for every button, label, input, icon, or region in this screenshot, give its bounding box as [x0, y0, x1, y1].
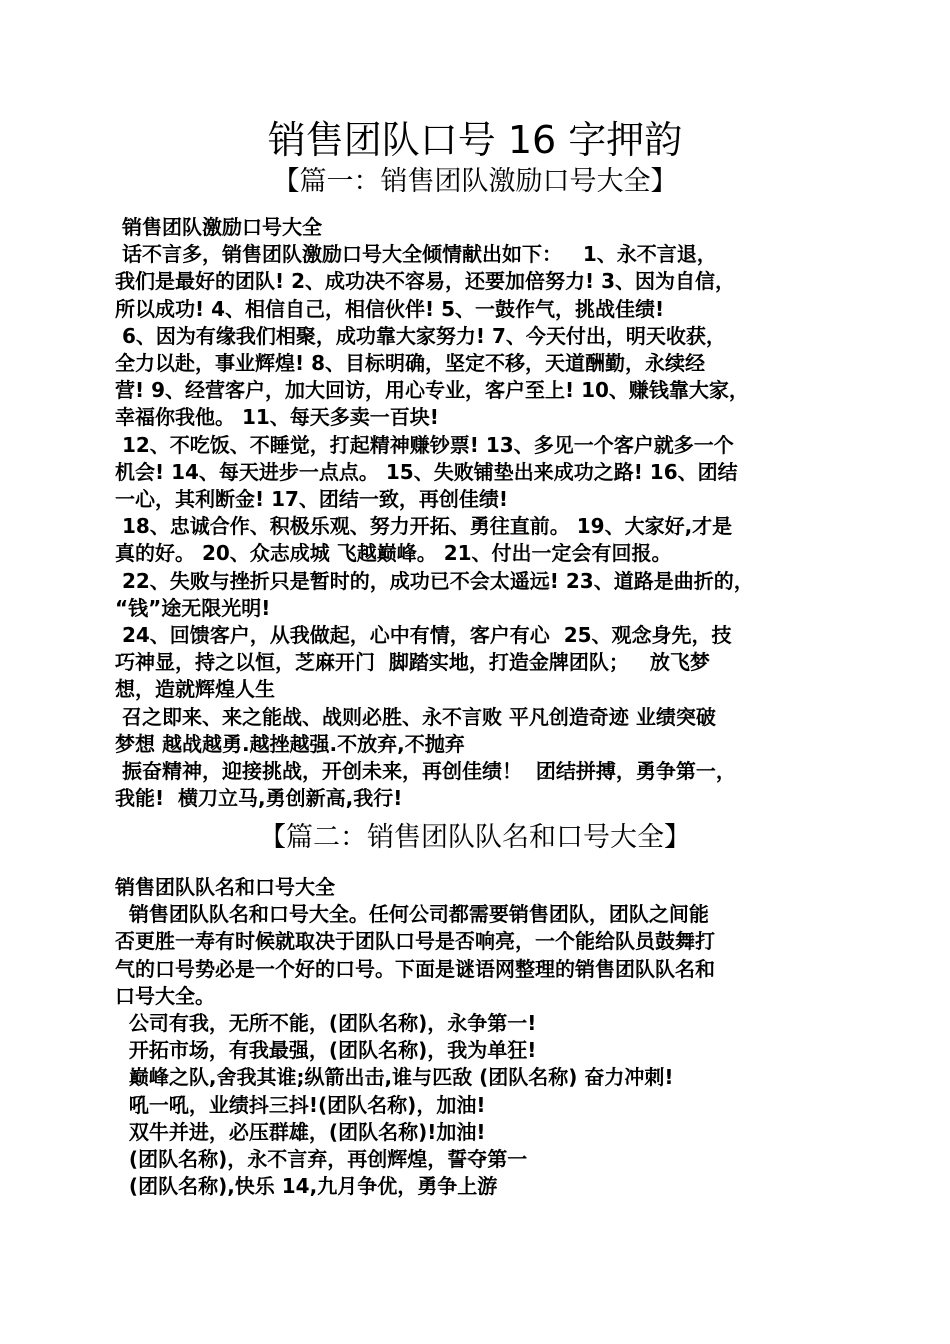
text-line: (团队名称),快乐 14,九月争优，勇争上游 — [115, 1174, 498, 1199]
text-line: 机会! 14、每天进步一点点。 15、失败铺垫出来成功之路! 16、团结 — [115, 459, 738, 484]
text-line: 6、因为有缘我们相聚，成功靠大家努力! 7、今天付出，明天收获， — [115, 323, 726, 348]
text-line: “钱”途无限光明! — [115, 595, 271, 620]
text-line: 话不言多，销售团队激励口号大全倾情献出如下： 1、永不言退， — [115, 242, 717, 267]
text-line: 全力以赴，事业辉煌! 8、目标明确，坚定不移，天道酬勤，永续经 — [115, 351, 705, 376]
text-line: 双牛并进，必压群雄，(团队名称)!加油! — [115, 1119, 486, 1144]
text-line: 18、忠诚合作、积极乐观、努力开拓、勇往直前。 19、大家好,才是 — [115, 514, 733, 539]
text-line: 销售团队队名和口号大全 — [115, 875, 335, 899]
text-line: 巧神显，持之以恒，芝麻开门 脚踏实地，打造金牌团队； 放飞梦 — [115, 650, 710, 675]
text-line: 一心，其利断金! 17、团结一致，再创佳绩! — [115, 487, 509, 512]
text-line: 振奋精神，迎接挑战，开创未来，再创佳绩！ 团结拼搏，勇争第一， — [115, 759, 736, 784]
text-line: 公司有我，无所不能，(团队名称)，永争第一! — [115, 1011, 537, 1036]
text-line: 梦想 越战越勇.越挫越强.不放弃,不抛弃 — [115, 731, 465, 756]
text-line: 想，造就辉煌人生 — [115, 677, 275, 702]
text-line: 12、不吃饭、不睡觉，打起精神赚钞票! 13、多见一个客户就多一个 — [115, 432, 734, 457]
section-heading-1: 【篇一：销售团队激励口号大全】 — [272, 166, 678, 197]
text-line: 24、回馈客户，从我做起，心中有情，客户有心 25、观念身先，技 — [115, 623, 732, 648]
text-line: 开拓市场，有我最强，(团队名称)，我为单狂! — [115, 1038, 537, 1063]
text-line: 气的口号势必是一个好的口号。下面是谜语网整理的销售团队队名和 — [115, 956, 715, 981]
text-line: 召之即来、来之能战、战则必胜、永不言败 平凡创造奇迹 业绩突破 — [115, 704, 716, 729]
text-line: 巅峰之队,舍我其谁;纵箭出击,谁与匹敌 (团队名称) 奋力冲刺! — [115, 1065, 674, 1090]
text-line: 销售团队激励口号大全 — [115, 215, 322, 239]
text-line: 口号大全。 — [115, 983, 215, 1008]
text-line: 幸福你我他。 11、每天多卖一百块! — [115, 405, 439, 430]
text-line: 22、失败与挫折只是暂时的，成功已不会太遥远! 23、道路是曲折的， — [115, 568, 754, 593]
text-line: 吼一吼，业绩抖三抖!(团队名称)，加油! — [115, 1092, 486, 1117]
text-line: 真的好。 20、众志成城 飞越巅峰。 21、付出一定会有回报。 — [115, 541, 672, 566]
text-line: 营! 9、经营客户，加大回访，用心专业，客户至上! 10、赚钱靠大家， — [115, 378, 749, 403]
text-line: 我们是最好的团队! 2、成功决不容易，还要加倍努力! 3、因为自信， — [115, 269, 735, 294]
text-line: 销售团队队名和口号大全。任何公司都需要销售团队，团队之间能 — [115, 902, 709, 927]
section-1-body — [115, 214, 855, 812]
text-line: (团队名称)，永不言弃，再创辉煌，誓夺第一 — [115, 1147, 528, 1172]
section-heading-2: 【篇二：销售团队队名和口号大全】 — [259, 822, 691, 853]
document-title: 销售团队口号 16 字押韵 — [267, 118, 683, 162]
text-line: 我能! 横刀立马,勇创新高,我行! — [115, 786, 403, 811]
text-line: 否更胜一寿有时候就取决于团队口号是否响亮，一个能给队员鼓舞打 — [115, 929, 715, 954]
text-line: 所以成功! 4、相信自己，相信伙伴! 5、一鼓作气，挑战佳绩! — [115, 296, 665, 321]
section-2-body — [115, 874, 855, 1200]
